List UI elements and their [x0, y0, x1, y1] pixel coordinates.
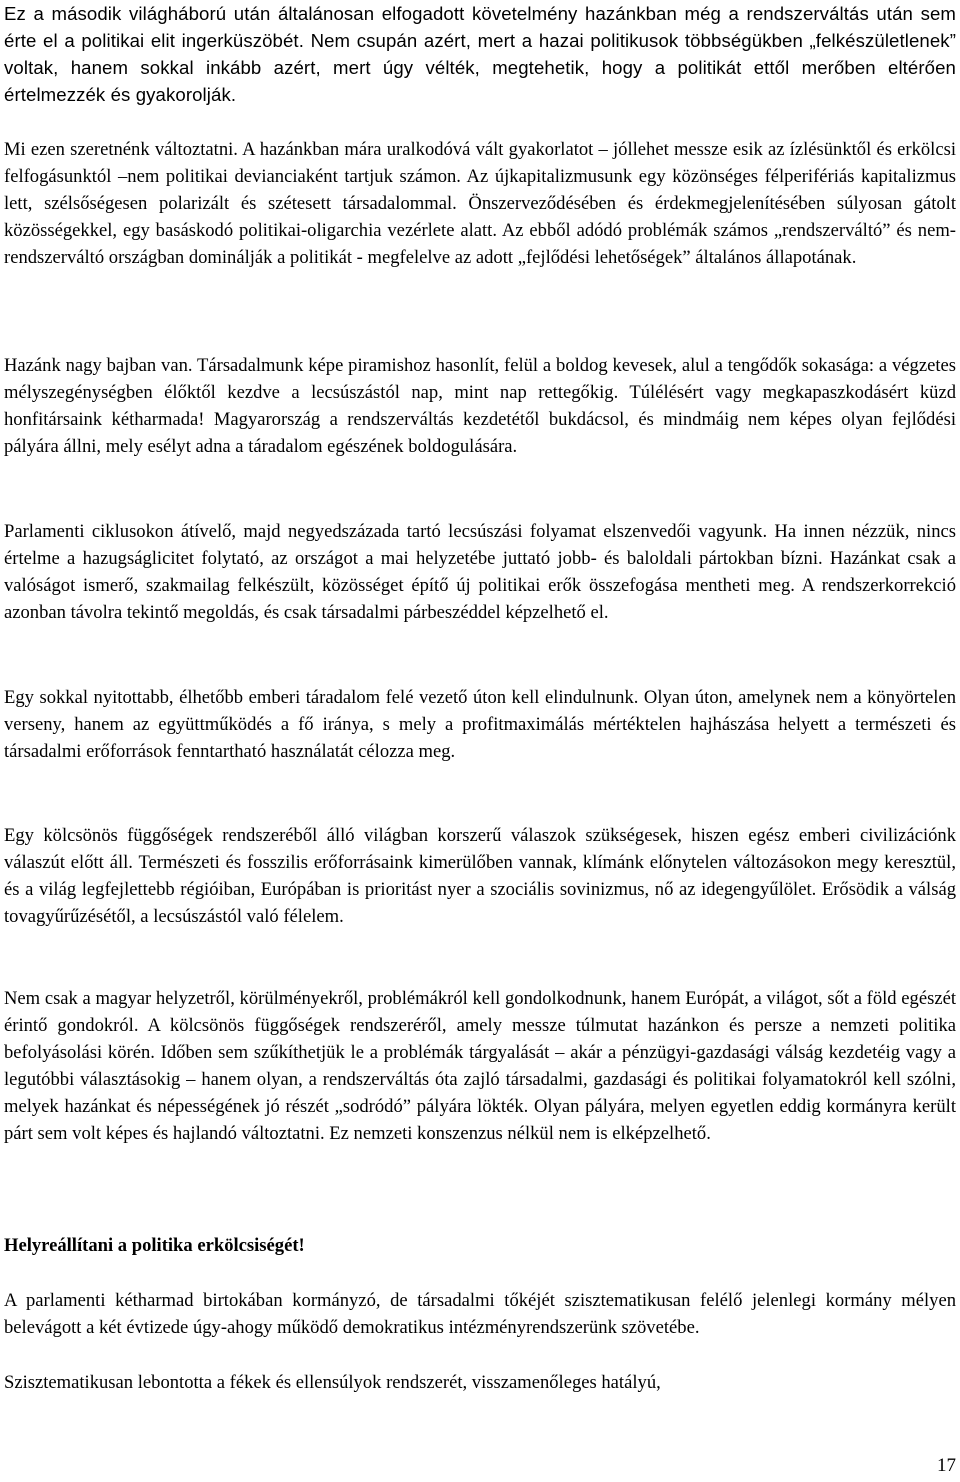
paragraph-two-thirds-majority: A parlamenti kétharmad birtokában kormányzó, de társadalmi tőkéjét szisztematikusan felélő jelenlegi kormány mélyen belevágott a két évtizede úgy-ahogy működő demokratikus intézményrendszerünk szövetébe.	[4, 1290, 956, 1338]
page-number: 17	[937, 1455, 956, 1476]
paragraph-decline-process: Parlamenti ciklusokon átívelő, majd negyedszázada tartó lecsúszási folyamat elszenvedői vagyunk. Ha innen nézzük, nincs értelme a hazugságlicitet folytató, az országot a mai helyzetébe juttató jobb- és baloldali pártokban bízni. Hazánkat csak a valóságot ismerő, szakmailag felkészült, közösséget építő új politikai erők összefogása mentheti meg. A rendszerkorrekció azonban távolra tekintő megoldás, és csak társadalmi párbeszéddel képzelhető el.	[4, 521, 956, 623]
paragraph-political-elite: Ez a második világháború után általánosan elfogadott követelmény hazánkban még a rendszerváltás után sem érte el a politikai elit ingerküszöbét. Nem csupán azért, mert a hazai politikusok többségükben „felkészületlenek” voltak, hanem sokkal inkább azért, mert úgy vélték, megtehetik, hogy a politikát ettől merőben eltérően értelmezzék és gyakorolják.	[4, 3, 956, 105]
paragraph-change-intent: Mi ezen szeretnénk változtatni. A hazánkban mára uralkodóvá vált gyakorlatot – jóllehet messze esik az ízlésünktől és erkölcsi felfogásunktól –nem politikai devianciaként tartjuk számon. Az újkapitalizmusunk egy közönséges félperifériás kapitalizmus lett, szélsőségesen polarizált és szétesett társadalommal. Önszerveződésében és érdekmegjelenítésében súlyosan gátolt közösségekkel, egy basáskodó politikai-oligarchia vezérlete alatt. Az ebből adódó problémák számos „rendszerváltó” és nem-rendszerváltó országban dominálják a politikát - megfelelve az adott „fejlődési lehetőségek” általános állapotának.	[4, 139, 956, 268]
paragraph-open-society: Egy sokkal nyitottabb, élhetőbb emberi táradalom felé vezető úton kell elindulnunk. Olyan úton, amelynek nem a könyörtelen verseny, hanem az együttműködés a fő iránya, s mely a profitmaximálás mértéktelen hajhászása helyett a természeti és társadalmi erőforrások fenntartható használatát célozza meg.	[4, 687, 956, 762]
paragraph-country-trouble: Hazánk nagy bajban van. Társadalmunk képe piramishoz hasonlít, felül a boldog kevesek, alul a tengődők sokasága: a végzetes mélyszegénységben élőktől kezdve a lecsúszástól nap, mint nap rettegőkig. Túlélésért vagy megkapaszkodásért küzd honfitársaink kétharmada! Magyarország a rendszerváltás kezdetétől bukdácsol, és mindmáig nem képes olyan fejlődési pályára állni, mely esélyt adna a táradalom egészének boldogulására.	[4, 355, 956, 457]
paragraph-interdependence: Egy kölcsönös függőségek rendszeréből álló világban korszerű válaszok szükségesek, hiszen egész emberi civilizációnk válaszút előtt áll. Természeti és fosszilis erőforrásaink kimerülőben vannak, klímánk előnytelen változásokon megy keresztül, és a világ legfejlettebb régióiban, Európában is prioritást nyer a szociális sovinizmus, nő az idegengyűlölet. Erősödik a válság tovagyűrűzésétől, a lecsúszástól való félelem.	[4, 825, 956, 927]
section-heading: Helyreállítani a politika erkölcsiségét!	[4, 1235, 305, 1256]
paragraph-checks-balances: Szisztematikusan lebontotta a fékek és ellensúlyok rendszerét, visszamenőleges hatályú,	[4, 1372, 661, 1393]
paragraph-global-issues: Nem csak a magyar helyzetről, körülményekről, problémákról kell gondolkodnunk, hanem Európát, a világot, sőt a föld egészét érintő gondokról. A kölcsönös függőségek rendszeréről, amely messze túlmutat hazánkon és persze a nemzeti politika befolyásolási körén. Időben sem szűkíthetjük le a problémák tárgyalását – akár a pénzügyi-gazdasági válság kezdetéig vagy a legutóbbi választásokig – hanem olyan, a rendszerváltás óta zajló társadalmi, gazdasági és politikai folyamatokról kell szólni, melyek hazánkat és népességének jó részét „sodródó” pályára lökték. Olyan pályára, melyen egyetlen eddig kormányra került párt sem volt képes és hajlandó változtatni. Ez nemzeti konszenzus nélkül nem is elképzelhető.	[4, 988, 956, 1144]
